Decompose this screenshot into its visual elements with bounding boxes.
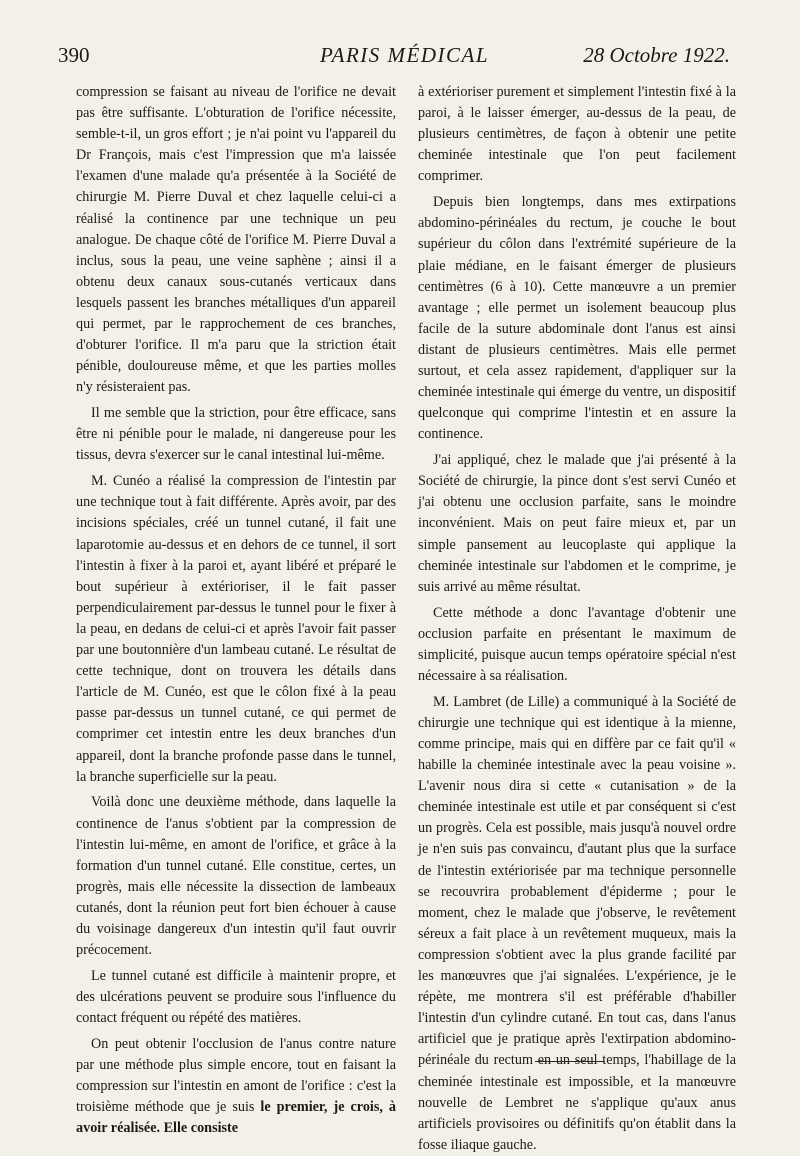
paragraph: M. Cunéo a réalisé la compression de l'intestin par une technique tout à fait différente. Après avoir, par des incisions spéciales, créé un tunnel cutané, il fait une laparotomie au-dessus et en dehors de ce tunnel, il sort l'intestin à fixer à la paroi et, ayant libéré et préparé le bout supérieur à extérioriser, il le fait passer perpendiculairement par-dessus le tunnel pour le fixer à la peau, en dedans de celui-ci et après l'avoir fait passer par une boutonnière d'un lambeau cutané. Le résultat de cette technique, dont on trouvera les détails dans l'article de M. Cunéo, est que le côlon fixé à la peau passe par-dessus un tunnel cutané, ce qui permet de comprimer cet intestin entre les deux branches d'un appareil, dont la branche profonde passe dans le tunnel, la branche superficielle sur la peau. xyxy=(76,473,396,785)
paragraph: à extérioriser purement et simplement l'intestin fixé à la paroi, à le laisser émerger, au-dessus de la peau, de plusieurs centimètres, de façon à obtenir une petite cheminée intestinale que l'on peut facilement comprimer. xyxy=(418,84,736,185)
paragraph: M. Lambret (de Lille) a communiqué à la Société de chirurgie une technique qui est identique à la mienne, comme principe, mais qui en diffère par ce fait qu'il « habille la cheminée intestinale avec la peau voisine ». L'avenir nous dira si cette « cutanisation » de la cheminée intestinale est utile et par conséquent si c'est un progrès. Cela est possible, mais jusqu'à nouvel ordre je n'en suis pas convaincu, d'autant plus que la surface de l'intestin extériorisée par ma technique personnelle se recouvrira probablement d'épiderme ; pour le moment, chez le malade que j'observe, le revêtement séreux a fait place à un revêtement muqueux, mais la compression s'obtient avec la plus grande facilité par les manœuvres que j'ai signalées. L'expérience, je le répète, me montrera s'il est préférable d'habiller l'intestin d'un cylindre cutané. En tout cas, dans l'anus artificiel que je pratique après l'extirpation abdomino-périnéale du rectum en un seul temps, l'habillage de la cheminée intestinale est impossible, et la manœuvre nouvelle de Lembret ne s'applique qu'aux anus artificiels provisoires ou définitifs qu'on établit dans la fosse iliaque gauche. xyxy=(418,693,736,1153)
paragraph: Il me semble que la striction, pour être efficace, sans être ni pénible pour le malade, ni dangereuse pour les tissus, devra s'exercer sur le canal intestinal lui-même. xyxy=(76,405,396,464)
paragraph: Cette méthode a donc l'avantage d'obtenir une occlusion parfaite en présentant le maximum de simplicité, puisque aucun temps opératoire spécial n'est nécessaire à sa réalisation. xyxy=(418,604,736,684)
paragraph-text: On peut obtenir l'occlusion de l'anus contre nature par une méthode plus simple encore, tout en faisant la compression sur l'intestin en amont de l'orifice : c'est la troisième méthode que je suis xyxy=(76,1036,396,1116)
paragraph: Le tunnel cutané est difficile à maintenir propre, et des ulcérations peuvent se produire sous l'influence du contact fréquent ou répété des matières. xyxy=(76,968,396,1027)
issue-date: 28 Octobre 1922. xyxy=(583,43,730,67)
journal-title: PARIS MÉDICAL xyxy=(320,43,490,67)
page-header xyxy=(58,40,730,70)
paragraph: J'ai appliqué, chez le malade que j'ai présenté à la Société de chirurgie, la pince dont s'est servi Cunéo et j'ai obtenu une occlusion parfaite, sans le moindre inconvénient. Mais on peut faire mieux et, par un simple pansement au leucoplaste qui applique la cheminée intestinale sur l'abdomen et le comprime, je suis arrivé au même résultat. xyxy=(418,452,736,595)
end-separator-rule xyxy=(535,1061,605,1062)
paragraph xyxy=(76,1034,396,1139)
page-number: 390 xyxy=(58,43,90,67)
right-column xyxy=(418,82,736,1156)
left-column xyxy=(76,82,396,1140)
bold-text: le premier, je crois, à avoir réalisée. Elle consiste xyxy=(76,1099,397,1137)
paragraph: Voilà donc une deuxième méthode, dans laquelle la continence de l'anus s'obtient par la compression de l'intestin lui-même, en amont de l'orifice, et grâce à la formation d'un tunnel cutané. Elle constitue, certes, un progrès, mais elle nécessite la dissection de lambeaux cutanés, dont la réunion peut fort bien échouer à cause du voisinage dangereux d'un intestin qu'il faut ouvrir précocement. xyxy=(76,794,396,959)
paragraph: Depuis bien longtemps, dans mes extirpations abdomino-périnéales du rectum, je couche le bout supérieur du côlon dans l'extrémité supérieure de la plaie médiane, en le faisant émerger de plusieurs centimètres (6 à 10). Cette manœuvre a un premier avantage ; elle permet un isolement beaucoup plus facile de la suture abdominale dont l'anus est ainsi distant de plusieurs centimètres. Mais elle permet surtout, et cela assez rapidement, d'appliquer sur la cheminée intestinale qui émerge du ventre, un dispositif quelconque qui comprime l'intestin et en assure la continence. xyxy=(418,194,736,443)
paragraph: compression se faisant au niveau de l'orifice ne devait pas être suffisante. L'obturation de l'orifice nécessite, semble-t-il, un gros effort ; je n'ai point vu l'appareil du Dr François, mais c'est l'impression que m'a laissée l'examen d'une malade qu'a présentée à la Société de chirurgie M. Pierre Duval et chez laquelle celui-ci a réalisé la continence par une technique un peu analogue. De chaque côté de l'orifice M. Pierre Duval a inclus, sous la peau, une veine saphène ; ainsi il a obtenu deux canaux sous-cutanés verticaux dans lesquels passent les branches métalliques d'un appareil qui permet, par le rapprochement de ces branches, d'obturer l'orifice. Il m'a paru que la striction était pénible, douloureuse même, et que les parties molles n'y résisteraient pas. xyxy=(76,84,396,396)
